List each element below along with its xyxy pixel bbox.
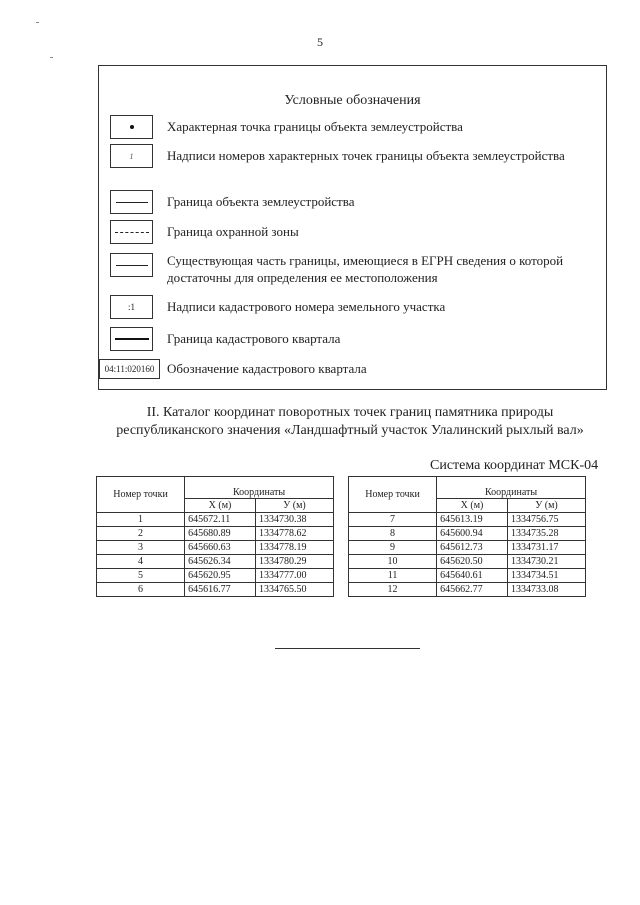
legend-item-text: Надписи номеров характерных точек границы объекта землеустройства [167, 148, 565, 163]
coordinates-header: Координаты [437, 477, 586, 499]
x-coordinate-cell: 645620.95 [185, 569, 256, 583]
catalog-title-line: II. Каталог координат поворотных точек границ памятника природы [146, 405, 554, 420]
point-number-cell: 4 [97, 555, 185, 569]
y-coordinate-cell: 1334780.29 [255, 555, 333, 569]
y-coordinate-cell: 1334734.51 [507, 569, 585, 583]
dot-icon [130, 125, 134, 129]
table-row [349, 583, 586, 597]
x-coordinate-cell: 645600.94 [437, 527, 508, 541]
point-number-cell: 7 [349, 513, 437, 527]
point-number-cell: 2 [97, 527, 185, 541]
table-row [97, 555, 334, 569]
table-row [97, 527, 334, 541]
page-number: 5 [317, 35, 323, 49]
cadastral-number-symbol [110, 295, 153, 319]
x-coordinate-cell: 645620.50 [437, 555, 508, 569]
coordinates-table-left [96, 476, 334, 597]
point-number-cell: 8 [349, 527, 437, 541]
table-row [349, 541, 586, 555]
scan-mark [50, 57, 53, 58]
x-header: X (м) [185, 499, 256, 513]
thick-line-icon [115, 338, 149, 340]
solid-line-icon [116, 202, 148, 203]
quarter-code-symbol [99, 359, 160, 379]
table-row [97, 513, 334, 527]
table-row [97, 569, 334, 583]
y-coordinate-cell: 1334756.75 [507, 513, 585, 527]
coordinates-header: Координаты [185, 477, 334, 499]
point-label-symbol [110, 144, 153, 168]
point-number-cell: 1 [97, 513, 185, 527]
existing-boundary-symbol [110, 253, 153, 277]
point-number-header: Номер точки [349, 477, 437, 513]
point-number-cell: 9 [349, 541, 437, 555]
end-rule [275, 648, 420, 649]
y-coordinate-cell: 1334731.17 [507, 541, 585, 555]
y-coordinate-cell: 1334777.00 [255, 569, 333, 583]
quarter-code-sample: 04:11:020160 [104, 364, 155, 374]
y-coordinate-cell: 1334730.38 [255, 513, 333, 527]
y-coordinate-cell: 1334778.19 [255, 541, 333, 555]
y-coordinate-cell: 1334730.21 [507, 555, 585, 569]
coordinates-table-right [348, 476, 586, 597]
dashed-line-icon [115, 232, 149, 233]
legend-item-text: Характерная точка границы объекта землеустройства [167, 119, 463, 134]
x-coordinate-cell: 645662.77 [437, 583, 508, 597]
cadastral-number-sample: :1 [127, 302, 135, 312]
y-header: У (м) [255, 499, 333, 513]
point-number-header: Номер точки [97, 477, 185, 513]
legend-item-text: Граница объекта землеустройства [167, 194, 355, 209]
table-row [349, 513, 586, 527]
y-coordinate-cell: 1334765.50 [255, 583, 333, 597]
point-number-cell: 11 [349, 569, 437, 583]
coordinate-system-label: Система координат МСК-04 [430, 458, 599, 473]
x-coordinate-cell: 645626.34 [185, 555, 256, 569]
point-number-cell: 6 [97, 583, 185, 597]
point-number-cell: 10 [349, 555, 437, 569]
table-row [97, 541, 334, 555]
point-number-cell: 3 [97, 541, 185, 555]
table-row [349, 555, 586, 569]
x-coordinate-cell: 645640.61 [437, 569, 508, 583]
legend-item-text: Граница кадастрового квартала [167, 331, 341, 346]
legend-item-text: Существующая часть границы, имеющиеся в ЕГРН сведения о которой достаточны для определения ее местоположения [167, 253, 564, 285]
solid-line-icon [116, 265, 148, 266]
x-coordinate-cell: 645660.63 [185, 541, 256, 555]
catalog-title [60, 404, 640, 440]
table-row [97, 583, 334, 597]
x-header: X (м) [437, 499, 508, 513]
legend-item-text: Граница охранной зоны [167, 224, 299, 239]
x-coordinate-cell: 645672.11 [185, 513, 256, 527]
catalog-title-line: республиканского значения «Ландшафтный участок Улалинский рыхлый вал» [116, 423, 584, 438]
boundary-line-symbol [110, 190, 153, 214]
point-symbol [110, 115, 153, 139]
y-coordinate-cell: 1334735.28 [507, 527, 585, 541]
table-row [349, 569, 586, 583]
legend-item-text: Надписи кадастрового номера земельного участка [167, 299, 446, 314]
legend-item-text: Обозначение кадастрового квартала [167, 361, 367, 376]
legend-title: Условные обозначения [284, 93, 421, 108]
x-coordinate-cell: 645680.89 [185, 527, 256, 541]
quarter-boundary-symbol [110, 327, 153, 351]
table-row [349, 527, 586, 541]
point-number-cell: 5 [97, 569, 185, 583]
y-header: У (м) [507, 499, 585, 513]
protection-zone-symbol [110, 220, 153, 244]
x-coordinate-cell: 645612.73 [437, 541, 508, 555]
y-coordinate-cell: 1334778.62 [255, 527, 333, 541]
x-coordinate-cell: 645613.19 [437, 513, 508, 527]
y-coordinate-cell: 1334733.08 [507, 583, 585, 597]
point-number-cell: 12 [349, 583, 437, 597]
legend-box [98, 65, 607, 390]
scan-mark [36, 22, 39, 23]
point-label-sample: 1 [129, 151, 134, 161]
x-coordinate-cell: 645616.77 [185, 583, 256, 597]
